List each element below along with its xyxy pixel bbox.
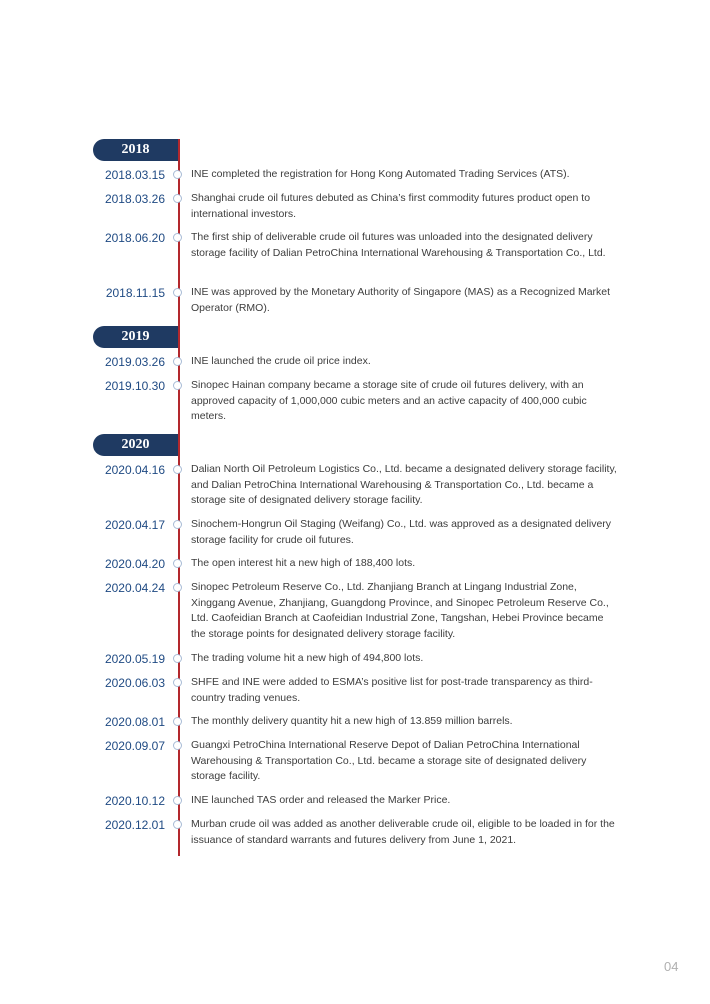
event-date: 2020.04.16: [104, 463, 165, 477]
event-date: 2020.12.01: [104, 818, 165, 832]
year-badge-2020: 2020: [93, 434, 178, 456]
year-badge-2018: 2018: [93, 139, 178, 161]
event-description: The open interest hit a new high of 188,400 lots.: [191, 557, 416, 569]
event-date: 2020.10.12: [104, 794, 165, 808]
event-description: Sinopec Petroleum Reserve Co., Ltd. Zhanjiang Branch at Lingang Industrial Zone, Xinggang Avenue, Zhanjiang, Guangdong Province, and Sinopec Petroleum Reserve Co., Ltd. Caofeidian Branch at Caofeidian Industrial Zone, Tangshan, Hebei Province became the storage points for designated delivery storage facility.: [191, 581, 609, 640]
event-description: Sinochem-Hongrun Oil Staging (Weifang) Co., Ltd. was approved as a designated delivery storage facility for crude oil futures.: [191, 518, 612, 546]
event-date: 2018.03.26: [104, 192, 165, 206]
event-description: INE was approved by the Monetary Authority of Singapore (MAS) as a Recognized Market Operator (RMO).: [191, 286, 611, 314]
timeline-dot-icon: [173, 381, 182, 390]
timeline-dot-icon: [173, 170, 182, 179]
timeline-dot-icon: [173, 194, 182, 203]
timeline-dot-icon: [173, 741, 182, 750]
event-date: 2018.03.15: [104, 168, 165, 182]
timeline-dot-icon: [173, 654, 182, 663]
event-description: INE launched the crude oil price index.: [191, 355, 371, 367]
event-date: 2020.06.03: [104, 676, 165, 690]
event-date: 2018.06.20: [104, 231, 165, 245]
event-date: 2019.10.30: [104, 379, 165, 393]
event-description: INE completed the registration for Hong Kong Automated Trading Services (ATS).: [191, 168, 570, 180]
event-date: 2020.05.19: [104, 652, 165, 666]
timeline-dot-icon: [173, 678, 182, 687]
event-description: Guangxi PetroChina International Reserve Depot of Dalian PetroChina International Warehousing & Transportation Co., Ltd. became a storage site of designated delivery storage facility.: [191, 739, 587, 782]
timeline-dot-icon: [173, 357, 182, 366]
timeline-dot-icon: [173, 796, 182, 805]
timeline-dot-icon: [173, 583, 182, 592]
event-date: 2018.11.15: [105, 286, 165, 300]
event-description: INE launched TAS order and released the Marker Price.: [191, 794, 451, 806]
event-description: The monthly delivery quantity hit a new high of 13.859 million barrels.: [191, 715, 513, 727]
event-description: The trading volume hit a new high of 494,800 lots.: [191, 652, 424, 664]
event-description: Shanghai crude oil futures debuted as China’s first commodity futures product open to international investors.: [191, 192, 591, 220]
event-date: 2020.08.01: [104, 715, 165, 729]
timeline-dot-icon: [173, 520, 182, 529]
timeline-dot-icon: [173, 820, 182, 829]
event-date: 2019.03.26: [104, 355, 165, 369]
timeline-dot-icon: [173, 233, 182, 242]
event-date: 2020.04.17: [104, 518, 165, 532]
event-description: The first ship of deliverable crude oil futures was unloaded into the designated delivery storage facility of Dalian PetroChina International Warehousing & Transportation Co., Ltd.: [191, 231, 606, 259]
event-date: 2020.04.20: [104, 557, 165, 571]
event-description: Dalian North Oil Petroleum Logistics Co., Ltd. became a designated delivery storage facility, and Dalian PetroChina International Warehousing & Transportation Co., Ltd. became a storage site of designated delivery storage facility.: [191, 463, 617, 506]
event-description: Murban crude oil was added as another deliverable crude oil, eligible to be loaded in for the issuance of standard warrants and futures delivery from June 1, 2021.: [191, 818, 615, 846]
timeline-dot-icon: [173, 717, 182, 726]
timeline-dot-icon: [173, 288, 182, 297]
event-date: 2020.09.07: [104, 739, 165, 753]
timeline-dot-icon: [173, 559, 182, 568]
event-description: SHFE and INE were added to ESMA’s positive list for post-trade transparency as third-country trading venues.: [191, 676, 593, 704]
year-badge-2019: 2019: [93, 326, 178, 348]
timeline-dot-icon: [173, 465, 182, 474]
event-description: Sinopec Hainan company became a storage site of crude oil futures delivery, with an approved capacity of 1,000,000 cubic meters and an active capacity of 400,000 cubic meters.: [191, 379, 587, 422]
event-date: 2020.04.24: [104, 581, 165, 595]
page-number: 04: [664, 959, 679, 974]
